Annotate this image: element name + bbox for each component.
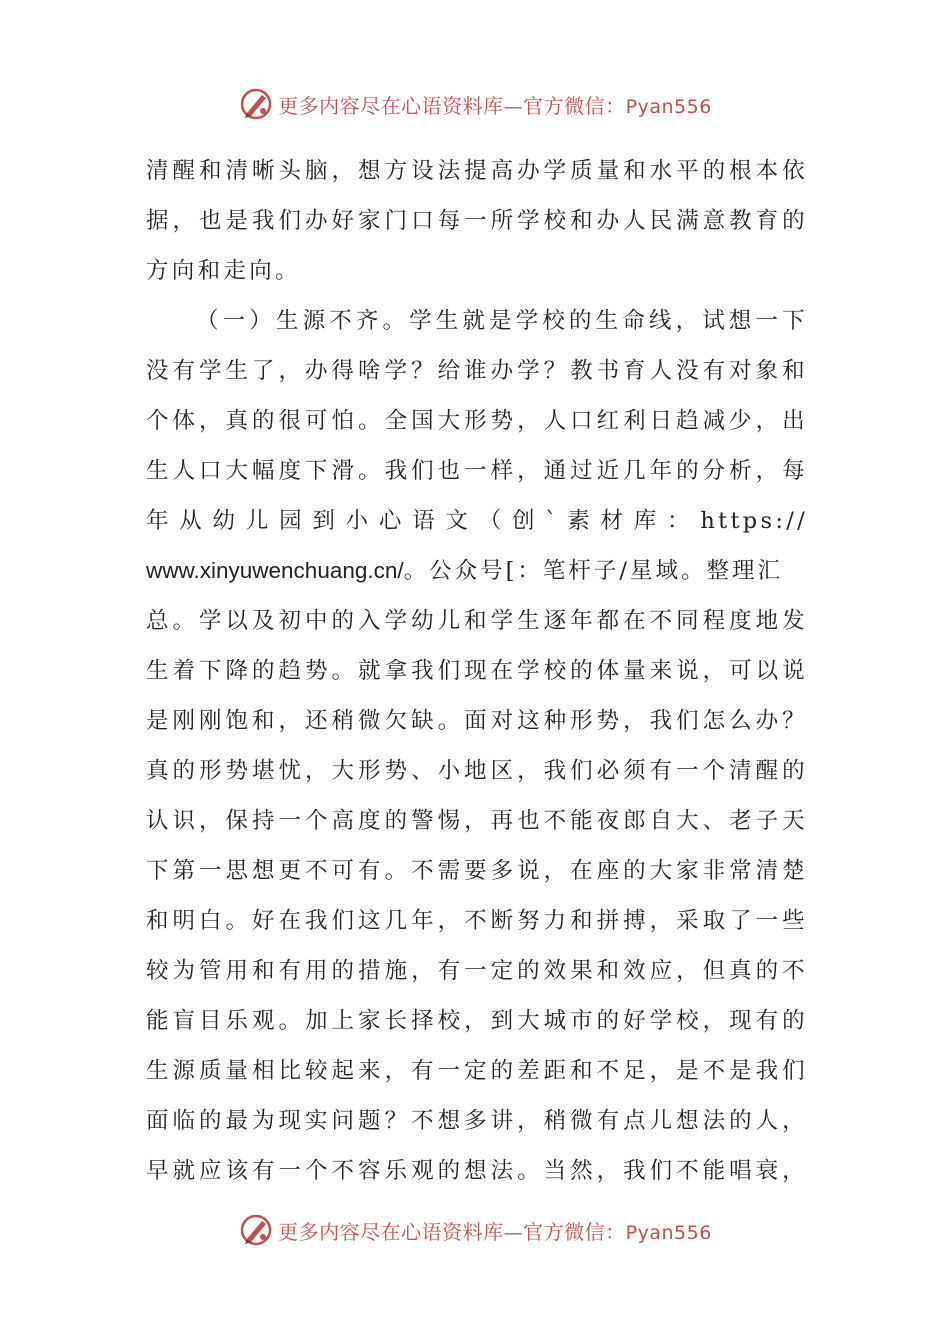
header-wechat-label: 官方微信： (523, 93, 626, 118)
body-line: 是刚刚饱和，还稍微欠缺。面对这种形势，我们怎么办？ (146, 708, 808, 734)
body-line: 较为管用和有用的措施，有一定的效果和效应，但真的不 (146, 958, 808, 984)
body-line: 生人口大幅度下滑。我们也一样，通过近几年的分析，每 (146, 458, 808, 484)
footer-wechat-label: 官方微信： (523, 1219, 626, 1244)
body-line: 生源质量相比较起来，有一定的差距和不足，是不是我们 (146, 1058, 808, 1084)
footer-brand: 更多内容尽在心语资料库 (278, 1219, 504, 1244)
body-line: 早就应该有一个不容乐观的想法。当然，我们不能唱衰， (146, 1158, 808, 1184)
body-line: 认识，保持一个高度的警惕，再也不能夜郎自大、老子天 (146, 808, 808, 834)
url-text: www.xinyuwenchuang.cn/ (146, 558, 404, 583)
body-line: 清醒和清晰头脑，想方设法提高办学质量和水平的根本依 (146, 158, 808, 184)
document-body (146, 146, 808, 1196)
body-line: 面临的最为现实问题？不想多讲，稍微有点儿想法的人， (146, 1108, 808, 1134)
body-line: 下第一思想更不可有。不需要多说，在座的大家非常清楚 (146, 858, 808, 884)
header-banner (0, 84, 950, 124)
body-line: 真的形势堪忧，大形势、小地区，我们必须有一个清醒的 (146, 758, 808, 784)
url-trailing-text: 。公众号[：笔杆子/星域。整理汇 (403, 558, 783, 584)
body-line: 生着下降的趋势。就拿我们现在学校的体量来说，可以说 (146, 658, 808, 684)
pen-seal-icon (238, 86, 274, 122)
body-line: 年从幼儿园到小心语文（创`素材库：https:// (146, 508, 808, 534)
body-line: 和明白。好在我们这几年，不断努力和拼搏，采取了一些 (146, 908, 808, 934)
body-line: 没有学生了，办得啥学？给谁办学？教书育人没有对象和 (146, 358, 808, 384)
body-line: 据，也是我们办好家门口每一所学校和办人民满意教育的 (146, 208, 808, 234)
footer-dash: — (503, 1221, 524, 1244)
footer-banner (0, 1210, 950, 1250)
footer-wechat-id: Pyan556 (625, 1221, 712, 1244)
body-line: 能盲目乐观。加上家长择校，到大城市的好学校，现有的 (146, 1008, 808, 1034)
body-line: 个体，真的很可怕。全国大形势，人口红利日趋减少，出 (146, 408, 808, 434)
body-line: （一）生源不齐。学生就是学校的生命线，试想一下 (196, 308, 808, 334)
body-line: 总。学以及初中的入学幼儿和学生逐年都在不同程度地发 (146, 608, 808, 634)
pen-seal-icon (238, 1212, 274, 1248)
footer-text (278, 1216, 712, 1245)
header-brand: 更多内容尽在心语资料库 (278, 93, 504, 118)
body-line: 方向和走向。 (146, 258, 301, 284)
header-text (278, 90, 712, 119)
body-line-url (146, 546, 808, 596)
header-wechat-id: Pyan556 (625, 95, 712, 118)
header-dash: — (503, 95, 524, 118)
